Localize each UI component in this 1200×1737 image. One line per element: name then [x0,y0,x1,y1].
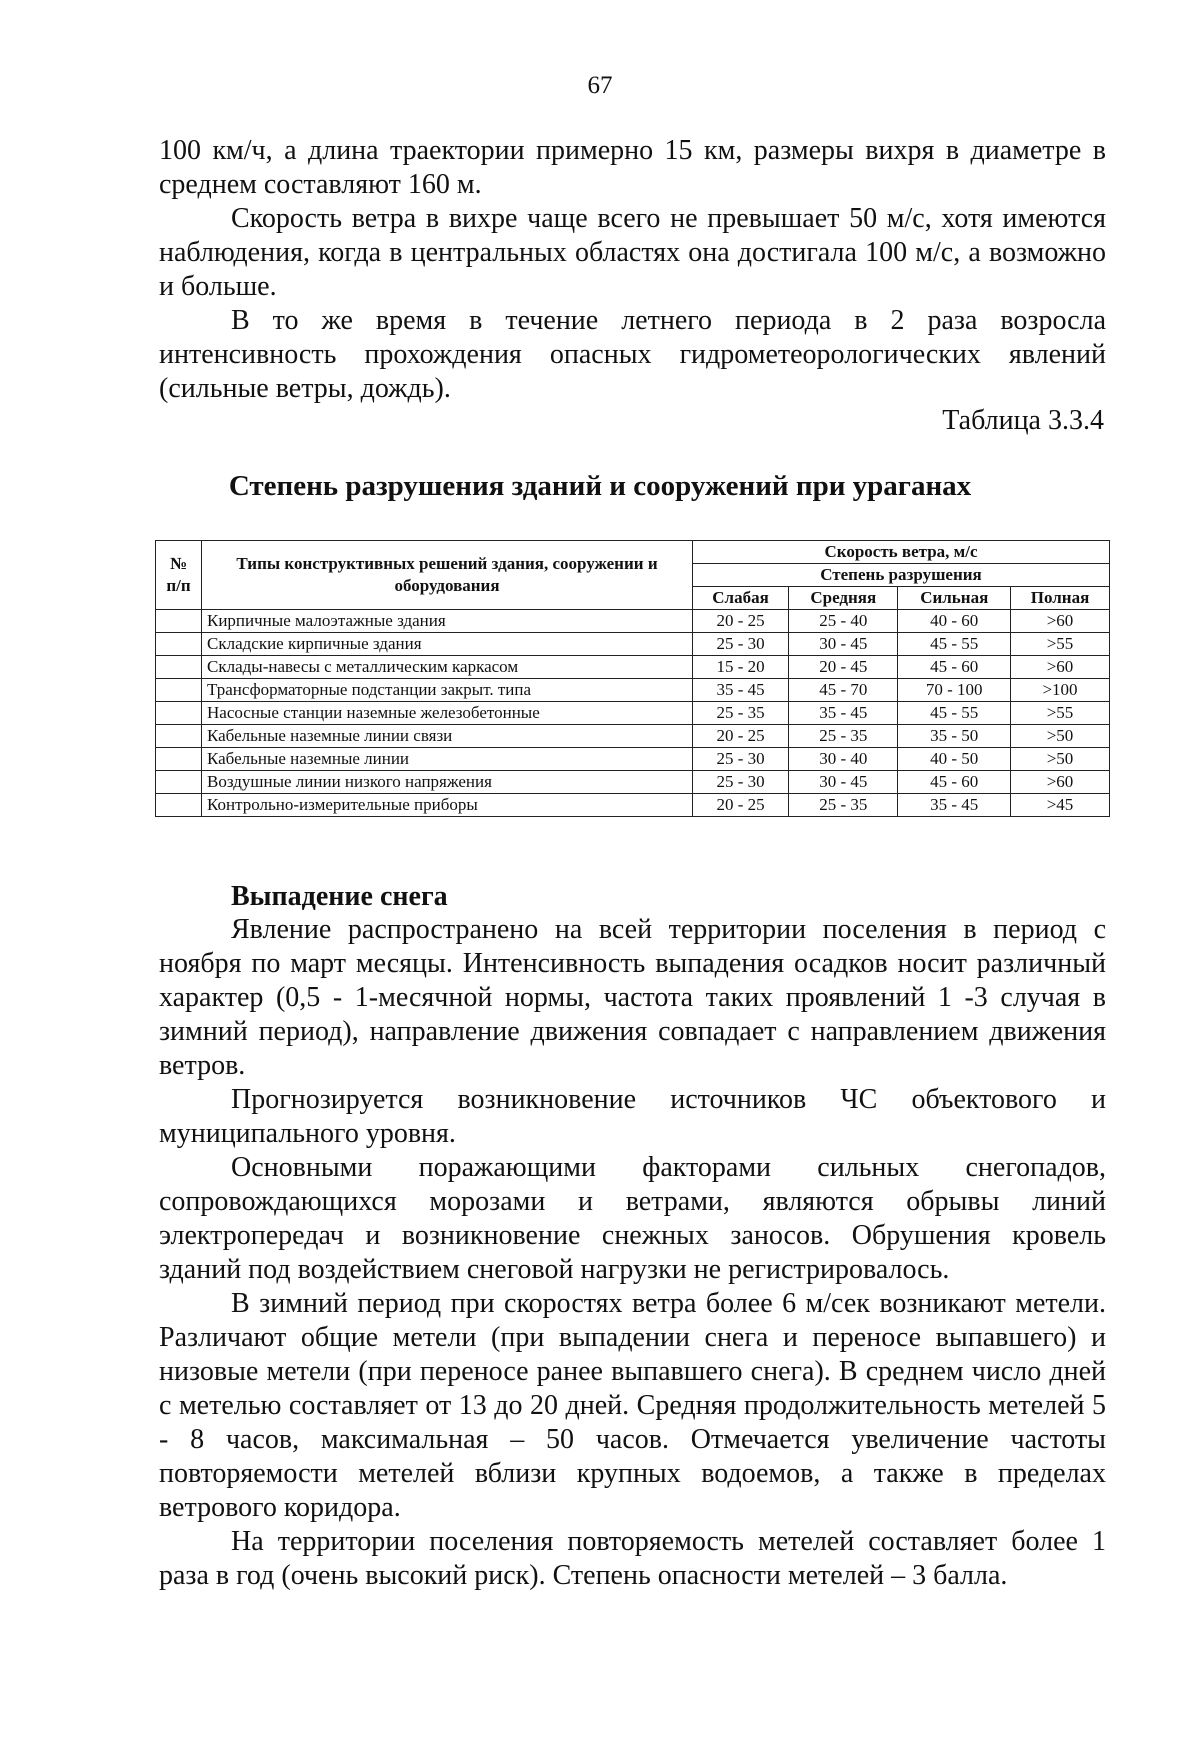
intro-text [159,134,1106,406]
row-name: Контрольно-измерительные приборы [202,794,693,817]
row-value: >55 [1011,702,1110,725]
row-name: Трансформаторные подстанции закрыт. типа [202,679,693,702]
row-name: Склады-навесы с металлическим каркасом [202,656,693,679]
paragraph: В то же время в течение летнего периода в 2 раза возросла интенсивность прохождения опасных гидрометеорологических явлений (сильные ветры, дождь). [159,305,1106,404]
row-value: 30 - 45 [789,633,898,656]
table-row [156,794,1110,817]
row-value: 25 - 40 [789,610,898,633]
row-value: 45 - 70 [789,679,898,702]
row-value: 45 - 55 [898,702,1011,725]
row-name: Складские кирпичные здания [202,633,693,656]
row-number [156,610,202,633]
row-name: Кабельные наземные линии связи [202,725,693,748]
table-row [156,771,1110,794]
table-body [156,610,1110,817]
paragraph: Прогнозируется возникновение источников ЧС объектового и муниципального уровня. [159,1084,1106,1149]
header-type: Типы конструктивных решений здания, сооружении и оборудования [202,541,693,610]
page-number: 67 [587,72,613,99]
paragraph: Явление распространено на всей территории поселения в период с ноября по март месяцы. Интенсивность выпадения осадков носит различный характер (0,5 - 1-месячной нормы, частота таких проявлений 1 -3 случая в зимний период), направление движения совпадает с направлением движения ветров. [159,914,1106,1081]
column-header: Сильная [898,587,1011,610]
paragraph: Основными поражающими факторами сильных снегопадов, сопровождающихся морозами и ветрами, являются обрывы линий электропередач и возникновение снежных заносов. Обрушения кровель зданий под воздействием снеговой нагрузки не регистрировалось. [159,1152,1106,1285]
row-number [156,794,202,817]
row-value: 25 - 35 [789,725,898,748]
table-label: Таблица 3.3.4 [942,405,1104,436]
row-value: >60 [1011,656,1110,679]
row-value: 40 - 60 [898,610,1011,633]
row-value: 20 - 25 [693,794,789,817]
table-row [156,633,1110,656]
row-number [156,633,202,656]
table-row [156,702,1110,725]
table-title: Степень разрушения зданий и сооружений при ураганах [228,470,972,502]
row-number [156,702,202,725]
row-value: 25 - 30 [693,633,789,656]
table-row [156,610,1110,633]
row-value: 25 - 35 [789,794,898,817]
row-value: 15 - 20 [693,656,789,679]
row-value: >55 [1011,633,1110,656]
column-header: Слабая [693,587,789,610]
row-value: 25 - 30 [693,748,789,771]
row-value: 45 - 60 [898,656,1011,679]
row-value: 30 - 40 [789,748,898,771]
row-value: 20 - 45 [789,656,898,679]
row-value: >60 [1011,771,1110,794]
row-value: >45 [1011,794,1110,817]
row-value: 30 - 45 [789,771,898,794]
row-value: 25 - 30 [693,771,789,794]
row-value: 35 - 45 [898,794,1011,817]
row-value: 35 - 45 [693,679,789,702]
row-name: Кабельные наземные линии [202,748,693,771]
section-title: Выпадение снега [231,881,448,912]
row-value: >50 [1011,748,1110,771]
paragraph: 100 км/ч, а длина траектории примерно 15 км, размеры вихря в диаметре в среднем составляют 160 м. [159,135,1106,200]
header-num: № п/п [156,541,202,610]
row-value: 45 - 60 [898,771,1011,794]
row-value: 70 - 100 [898,679,1011,702]
paragraph: Скорость ветра в вихре чаще всего не превышает 50 м/с, хотя имеются наблюдения, когда в центральных областях она достигала 100 м/с, а возможно и больше. [159,203,1106,302]
paragraph: В зимний период при скоростях ветра более 6 м/сек возникают метели. Различают общие метели (при выпадении снега и переносе выпавшего) и низовые метели (при переносе ранее выпавшего снега). В среднем число дней с метелью составляет от 13 до 20 дней. Средняя продолжительность метелей 5 - 8 часов, максимальная – 50 часов. Отмечается увеличение частоты повторяемости метелей вблизи крупных водоемов, а также в пределах ветрового коридора. [159,1288,1106,1523]
row-value: 45 - 55 [898,633,1011,656]
row-value: 20 - 25 [693,610,789,633]
table-row [156,656,1110,679]
row-name: Воздушные линии низкого напряжения [202,771,693,794]
row-number [156,748,202,771]
row-value: 25 - 35 [693,702,789,725]
damage-table [155,540,1110,817]
row-value: >100 [1011,679,1110,702]
row-value: 35 - 45 [789,702,898,725]
row-number [156,656,202,679]
row-value: 40 - 50 [898,748,1011,771]
row-name: Кирпичные малоэтажные здания [202,610,693,633]
snow-text [159,913,1106,1593]
row-number [156,725,202,748]
row-value: 35 - 50 [898,725,1011,748]
row-name: Насосные станции наземные железобетонные [202,702,693,725]
table-row [156,679,1110,702]
row-value: >50 [1011,725,1110,748]
table-row [156,725,1110,748]
row-value: 20 - 25 [693,725,789,748]
row-number [156,771,202,794]
header-wind-speed: Скорость ветра, м/с [693,541,1110,564]
column-header: Средняя [789,587,898,610]
column-header: Полная [1011,587,1110,610]
row-number [156,679,202,702]
row-value: >60 [1011,610,1110,633]
header-damage-degree: Степень разрушения [693,564,1110,587]
table-row [156,748,1110,771]
paragraph: На территории поселения повторяемость метелей составляет более 1 раза в год (очень высокий риск). Степень опасности метелей – 3 балла. [159,1526,1106,1591]
